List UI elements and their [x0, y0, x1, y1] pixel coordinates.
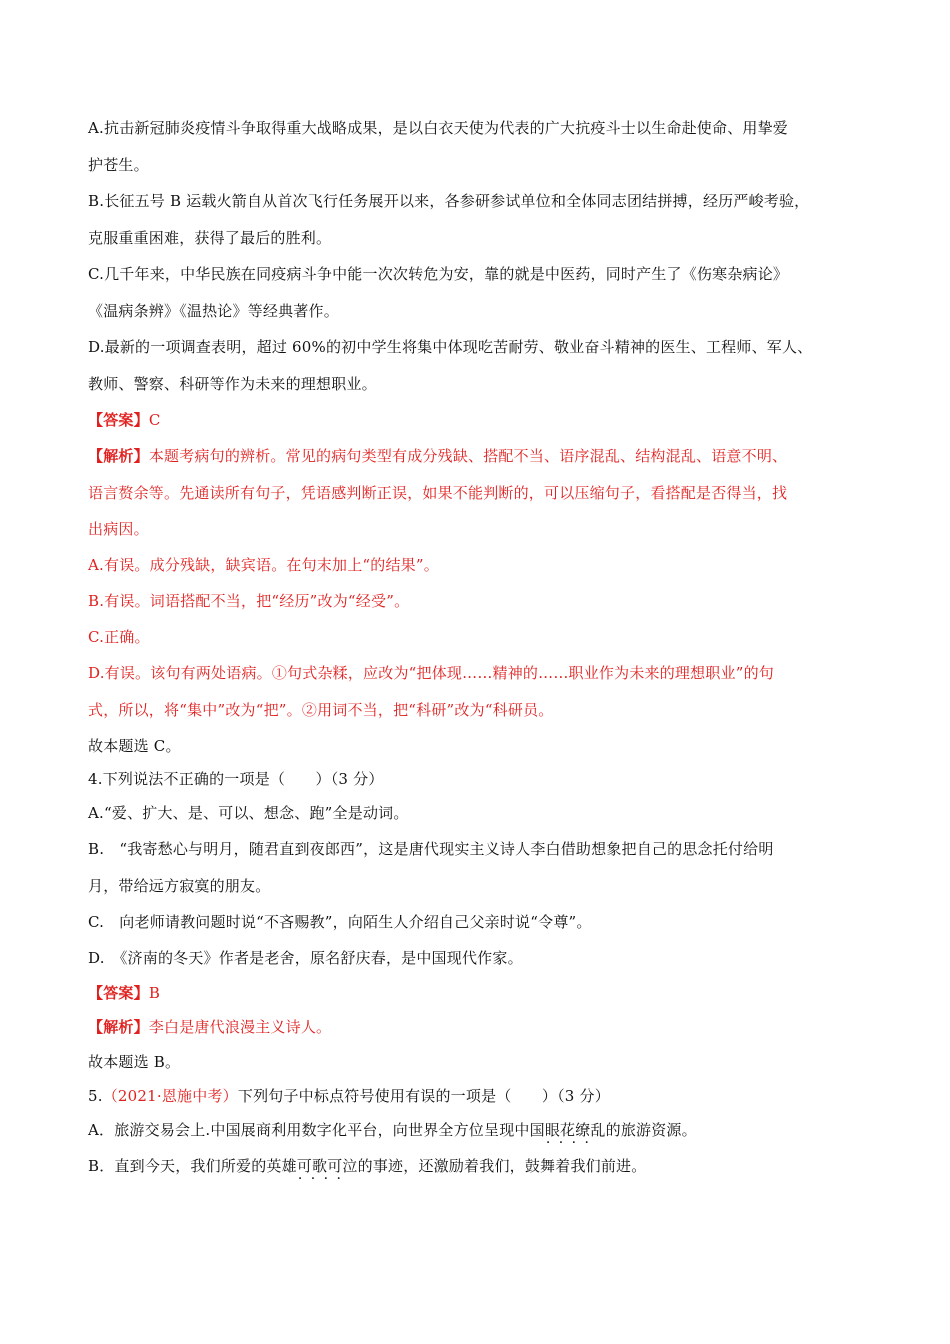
q4-stem: 4.下列说法不正确的一项是（ ）（3 分） — [88, 770, 384, 788]
q5-stem — [88, 1086, 878, 1106]
question-source: （2021·恩施中考） — [102, 1087, 238, 1105]
answer-label: 【答案】 — [88, 984, 149, 1002]
q3-analysis-d-line1: D.有误。该句有两处语病。①句式杂糅，应改为“把体现……精神的……职业作为未来的理想职业”的句 — [88, 664, 775, 682]
q3-analysis-d-line2: 式，所以，将“集中”改为“把”。②用词不当，把“科研”改为“科研员。 — [88, 701, 554, 719]
q3-answer — [88, 410, 878, 430]
q3-option-c-line1: C.几千年来，中华民族在同疫病斗争中能一次次转危为安，靠的就是中医药，同时产生了《伤寒杂病论》 — [88, 265, 789, 283]
q3-analysis-line1 — [88, 446, 878, 466]
q4-option-c: C. 向老师请教问题时说“不吝赐教”，向陌生人介绍自己父亲时说“令尊”。 — [88, 913, 592, 931]
question-number: 5. — [88, 1087, 103, 1105]
question-text: 下列句子中标点符号使用有误的一项是（ ）（3 分） — [237, 1087, 610, 1105]
analysis-label: 【解析】 — [88, 447, 149, 465]
answer-value: B — [148, 984, 161, 1002]
option-text: A．旅游交易会上.中国展商利用数字化平台，向世界全方位呈现中国 — [88, 1121, 545, 1139]
q3-analysis-b: B.有误。词语搭配不当，把“经历”改为“经受”。 — [88, 592, 410, 610]
q3-conclusion: 故本题选 C。 — [88, 737, 181, 755]
q3-analysis-a: A.有误。成分残缺，缺宾语。在句末加上“的结果”。 — [88, 556, 439, 574]
option-text: B．直到今天，我们所爱的英雄 — [88, 1157, 297, 1175]
q3-option-b-line1: B.长征五号 B 运载火箭自从首次飞行任务展开以来，各参研参试单位和全体同志团结拼搏，经历严峻考验， — [88, 192, 810, 210]
q3-analysis-line3: 出病因。 — [88, 520, 149, 538]
analysis-label: 【解析】 — [88, 1018, 149, 1036]
option-text: 的旅游资源。 — [605, 1121, 697, 1139]
analysis-text: 李白是唐代浪漫主义诗人。 — [148, 1018, 332, 1036]
q5-option-a — [88, 1120, 878, 1140]
emphasis-dotted-text: 可歌可泣 · · — [297, 1156, 358, 1176]
q3-analysis-c: C.正确。 — [88, 628, 150, 646]
answer-label: 【答案】 — [88, 411, 149, 429]
emphasis-dotted-text: 眼花缭乱 · · — [545, 1120, 606, 1140]
q3-analysis-line2: 语言赘余等。先通读所有句子，凭语感判断正误，如果不能判断的，可以压缩句子，看搭配是否得当，找 — [88, 484, 788, 502]
q4-option-d: D. 《济南的冬天》作者是老舍，原名舒庆春，是中国现代作家。 — [88, 949, 523, 967]
q3-option-a-line2: 护苍生。 — [88, 156, 149, 174]
q4-option-b-line1: B. “我寄愁心与明月，随君直到夜郎西”，这是唐代现实主义诗人李白借助想象把自己的思念托付给明 — [88, 840, 774, 858]
answer-value: C — [148, 411, 161, 429]
q4-analysis — [88, 1017, 878, 1037]
q3-option-d-line2: 教师、警察、科研等作为未来的理想职业。 — [88, 375, 377, 393]
q4-option-b-line2: 月，带给远方寂寞的朋友。 — [88, 877, 271, 895]
q3-option-d-line1: D.最新的一项调查表明，超过 60%的初中学生将集中体现吃苦耐劳、敬业奋斗精神的医生、工程师、军人、 — [88, 338, 813, 356]
q3-option-a-line1: A.抗击新冠肺炎疫情斗争取得重大战略成果，是以白衣天使为代表的广大抗疫斗士以生命赴使命、用挚爱 — [88, 119, 789, 137]
q3-option-b-line2: 克服重重困难，获得了最后的胜利。 — [88, 229, 332, 247]
analysis-text: 本题考病句的辨析。常见的病句类型有成分残缺、搭配不当、语序混乱、结构混乱、语意不明、 — [148, 447, 788, 465]
q4-answer — [88, 983, 878, 1003]
q4-option-a: A.“爱、扩大、是、可以、想念、跑”全是动词。 — [88, 804, 409, 822]
q3-option-c-line2: 《温病条辨》《温热论》等经典著作。 — [88, 302, 339, 320]
q5-option-b — [88, 1156, 878, 1176]
q4-conclusion: 故本题选 B。 — [88, 1053, 181, 1071]
option-text: 的事迹，还激励着我们，鼓舞着我们前进。 — [357, 1157, 647, 1175]
